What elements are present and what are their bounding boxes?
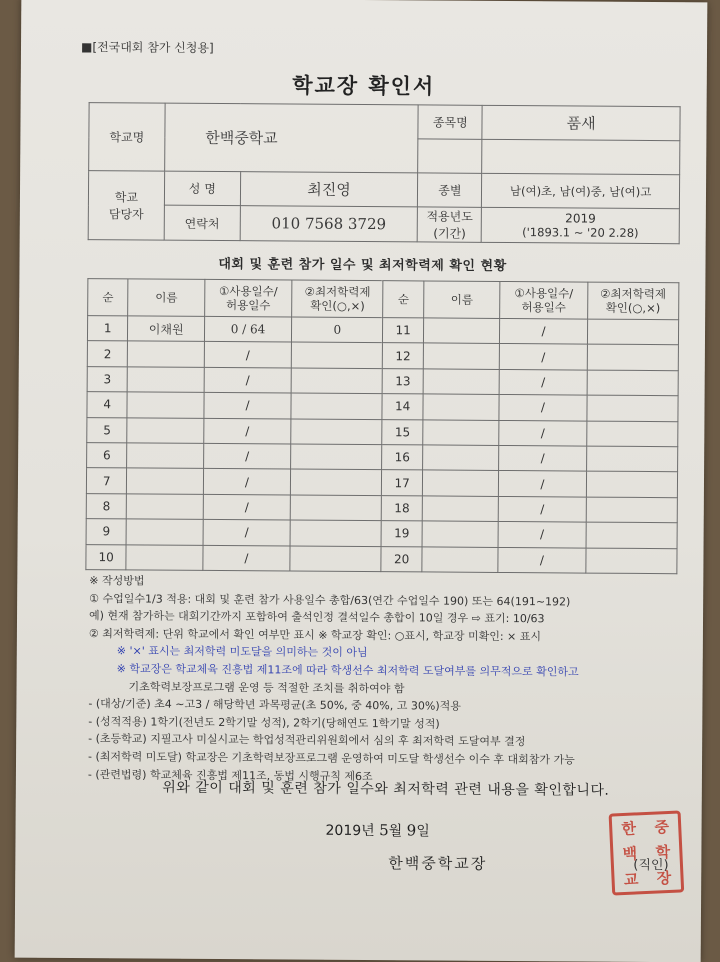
row-days: / xyxy=(500,344,587,370)
row-days: / xyxy=(498,522,585,548)
seal-char: 백 xyxy=(622,844,638,864)
document-page xyxy=(15,0,708,962)
row-check xyxy=(291,444,383,470)
row-num: 5 xyxy=(87,417,128,443)
row-num: 4 xyxy=(87,392,128,418)
row-days: / xyxy=(499,496,586,522)
row-name xyxy=(423,369,500,395)
seal-char: 학 xyxy=(655,843,671,863)
manager-label-line1: 학교 xyxy=(114,190,139,205)
row-name xyxy=(422,521,499,547)
header-grade-line2: 확인(○,×) xyxy=(605,300,661,316)
row-num: 10 xyxy=(86,544,127,570)
note-line: ② 최저학력제: 단위 학교에서 확인 여부만 표시 ※ 학교장 확인: ○표시, 학교장 미확인: × 표시 xyxy=(88,626,542,644)
row-num: 2 xyxy=(87,341,128,367)
row-check xyxy=(290,469,382,495)
row-name: 이채원 xyxy=(128,316,205,342)
note-line: - (대상/기준) 초4 ~고3 / 해당학년 과목평균(초 50%, 중 40%, 고 30%)적용 xyxy=(88,697,461,713)
official-seal xyxy=(609,810,685,895)
row-name xyxy=(128,341,205,367)
row-days: / xyxy=(203,520,290,546)
seal-label: (직인) xyxy=(633,857,669,874)
row-days: / xyxy=(203,469,290,495)
school-label: 학교명 xyxy=(89,103,165,172)
row-days: / xyxy=(499,445,586,471)
row-check xyxy=(291,368,383,394)
row-num: 3 xyxy=(87,366,128,392)
row-name xyxy=(422,546,499,572)
date-month-unit: 월 xyxy=(388,823,403,840)
header-num: 순 xyxy=(88,279,129,316)
row-days: / xyxy=(203,443,290,469)
row-name xyxy=(127,392,204,418)
header-days-line2: 허용일수 xyxy=(521,300,566,315)
row-name xyxy=(423,419,500,445)
row-check xyxy=(586,421,678,447)
row-days: / xyxy=(204,418,291,444)
header-grade-line1: ②최저학력제 xyxy=(600,286,667,302)
row-num: 6 xyxy=(87,443,128,469)
row-num: 14 xyxy=(382,394,423,420)
issue-date xyxy=(325,820,429,841)
contact-label: 연락처 xyxy=(164,205,240,241)
row-num: 7 xyxy=(86,468,127,494)
instructions xyxy=(88,572,689,787)
note-line: - (성적적용) 1학기(전년도 2학기말 성적), 2학기(당해연도 1학기말 성적) xyxy=(88,714,440,731)
row-num: 13 xyxy=(383,368,424,394)
row-check xyxy=(291,419,383,445)
info-table xyxy=(88,102,681,244)
date-day: 9 xyxy=(406,821,417,840)
note-line: 예) 현재 참가하는 대회기간까지 포함하여 출석인정 결석일수 총합이 10일 경우 ⇨ 표기: 10/63 xyxy=(88,609,545,626)
year-label-line2: (기간) xyxy=(433,226,466,241)
row-num: 11 xyxy=(383,318,424,344)
form-type-tag: ■[전국대회 참가 신청용] xyxy=(80,40,214,55)
row-num: 12 xyxy=(383,343,424,369)
year-label xyxy=(418,207,482,242)
header-num: 순 xyxy=(383,281,424,318)
principal-title: 한백중학교장 xyxy=(388,854,488,873)
note-line: ※ '×' 표시는 최저학력 미도달을 의미하는 것이 아님 xyxy=(116,644,368,660)
notes-heading: ※ 작성방법 xyxy=(89,574,145,588)
header-days xyxy=(205,279,292,317)
confirmation-statement: 위와 같이 대회 및 훈련 참가 일수와 최저학력 관련 내용을 확인합니다. xyxy=(162,779,610,799)
note-line: - (초등학교) 지필고사 미실시교는 학업성적관리위원회에서 심의 후 최저학력 도달여부 결정 xyxy=(88,732,526,749)
attendance-table xyxy=(85,278,679,574)
row-num: 18 xyxy=(382,495,423,521)
seal-char: 교 xyxy=(623,870,639,889)
contact-value: 010 7568 3729 xyxy=(240,206,418,242)
row-days: / xyxy=(500,369,587,395)
row-days: / xyxy=(498,547,585,573)
row-check xyxy=(585,548,677,574)
seal-char: 중 xyxy=(654,818,670,837)
row-name xyxy=(127,367,204,393)
row-days: / xyxy=(499,420,586,446)
name-label: 성 명 xyxy=(164,171,240,206)
header-name: 이름 xyxy=(128,279,205,317)
row-check xyxy=(586,522,678,548)
row-days: / xyxy=(500,318,587,344)
row-check xyxy=(587,319,679,345)
seal-char: 한 xyxy=(621,819,637,839)
row-days: / xyxy=(203,494,290,520)
row-check xyxy=(290,520,382,546)
row-check xyxy=(587,344,679,370)
gender-label: 종별 xyxy=(418,173,482,207)
row-name xyxy=(126,544,203,570)
note-line: - (관련법령) 학교체육 진흥법 제11조, 동법 시행규칙 제6조 xyxy=(87,767,373,783)
row-days: / xyxy=(203,545,290,571)
row-check xyxy=(586,395,678,421)
row-num: 17 xyxy=(382,470,423,496)
row-num: 20 xyxy=(381,546,422,572)
header-name: 이름 xyxy=(424,281,501,319)
note-line: 기초학력보장프로그램 운영 등 적절한 조치를 취하여야 함 xyxy=(128,679,405,695)
row-check xyxy=(291,342,383,368)
date-month: 5 xyxy=(379,821,389,840)
document-title: 학교장 확인서 xyxy=(292,73,436,99)
row-days: / xyxy=(499,395,586,421)
row-name xyxy=(423,343,500,369)
header-days-line2: 허용일수 xyxy=(225,298,271,313)
row-name xyxy=(422,496,499,522)
row-name xyxy=(422,445,499,471)
year-value xyxy=(481,207,679,243)
name-value: 최진영 xyxy=(240,172,418,207)
header-grade xyxy=(292,280,384,318)
header-grade-line1: ②최저학력제 xyxy=(304,284,371,300)
row-check xyxy=(290,495,382,521)
row-check: 0 xyxy=(292,317,384,343)
header-grade-line2: 확인(○,×) xyxy=(310,298,365,314)
row-name xyxy=(423,394,500,420)
row-days: / xyxy=(499,471,586,497)
table-row xyxy=(86,544,677,574)
manager-label-line2: 담당자 xyxy=(108,207,144,222)
row-days: / xyxy=(204,342,291,368)
row-check xyxy=(586,446,678,472)
row-name xyxy=(127,443,204,469)
header-grade xyxy=(587,282,679,320)
attendance-title: 대회 및 훈련 참가 일수 및 최저학력제 확인 현황 xyxy=(218,256,507,275)
row-name xyxy=(127,468,204,494)
row-check xyxy=(587,370,679,396)
note-line: - (최저학력 미도달) 학교장은 기초학력보장프로그램 운영하여 미도달 학생선수 이수 후 대회참가 가능 xyxy=(88,750,575,767)
year-value-line2: ('1893.1 ~ '20 2.28) xyxy=(522,225,639,240)
row-check xyxy=(586,471,678,497)
row-num: 15 xyxy=(382,419,423,445)
gender-value: 남(여)초, 남(여)중, 남(여)고 xyxy=(482,173,680,208)
row-check xyxy=(586,497,678,523)
seal-char: 장 xyxy=(656,868,672,888)
manager-label xyxy=(88,171,164,241)
row-num: 16 xyxy=(382,445,423,471)
row-name xyxy=(422,470,499,496)
date-day-unit: 일 xyxy=(416,823,430,840)
row-num: 9 xyxy=(86,519,127,545)
row-name xyxy=(127,494,204,520)
note-line: ※ 학교장은 학교체육 진흥법 제11조에 따라 학생선수 최저학력 도달여부를 의무적으로 확인하고 xyxy=(116,662,579,679)
event-label: 종목명 xyxy=(418,105,482,139)
row-num: 19 xyxy=(382,521,423,547)
note-line: ① 수업일수1/3 적용: 대회 및 훈련 참가 사용일수 총합/63(연간 수업일수 190) 또는 64(191~192) xyxy=(89,591,571,609)
date-year: 2019년 xyxy=(325,822,375,840)
blank-cell xyxy=(418,139,482,173)
row-days: / xyxy=(204,367,291,393)
row-check xyxy=(291,393,383,419)
row-name xyxy=(423,318,500,344)
year-value-line1: 2019 xyxy=(565,211,596,226)
blank-cell xyxy=(482,139,680,174)
row-days: 0 / 64 xyxy=(204,316,291,342)
year-label-line1: 적용년도 xyxy=(426,209,473,224)
school-value: 한백중학교 xyxy=(165,103,419,173)
row-name xyxy=(127,417,204,443)
row-num: 8 xyxy=(86,493,127,519)
header-days-line1: ①사용일수/ xyxy=(218,284,278,299)
header-days xyxy=(500,281,587,319)
event-value: 품새 xyxy=(482,105,680,140)
header-days-line1: ①사용일수/ xyxy=(514,286,574,301)
row-name xyxy=(126,519,203,545)
row-check xyxy=(290,546,382,572)
row-num: 1 xyxy=(87,316,128,342)
row-days: / xyxy=(204,393,291,419)
